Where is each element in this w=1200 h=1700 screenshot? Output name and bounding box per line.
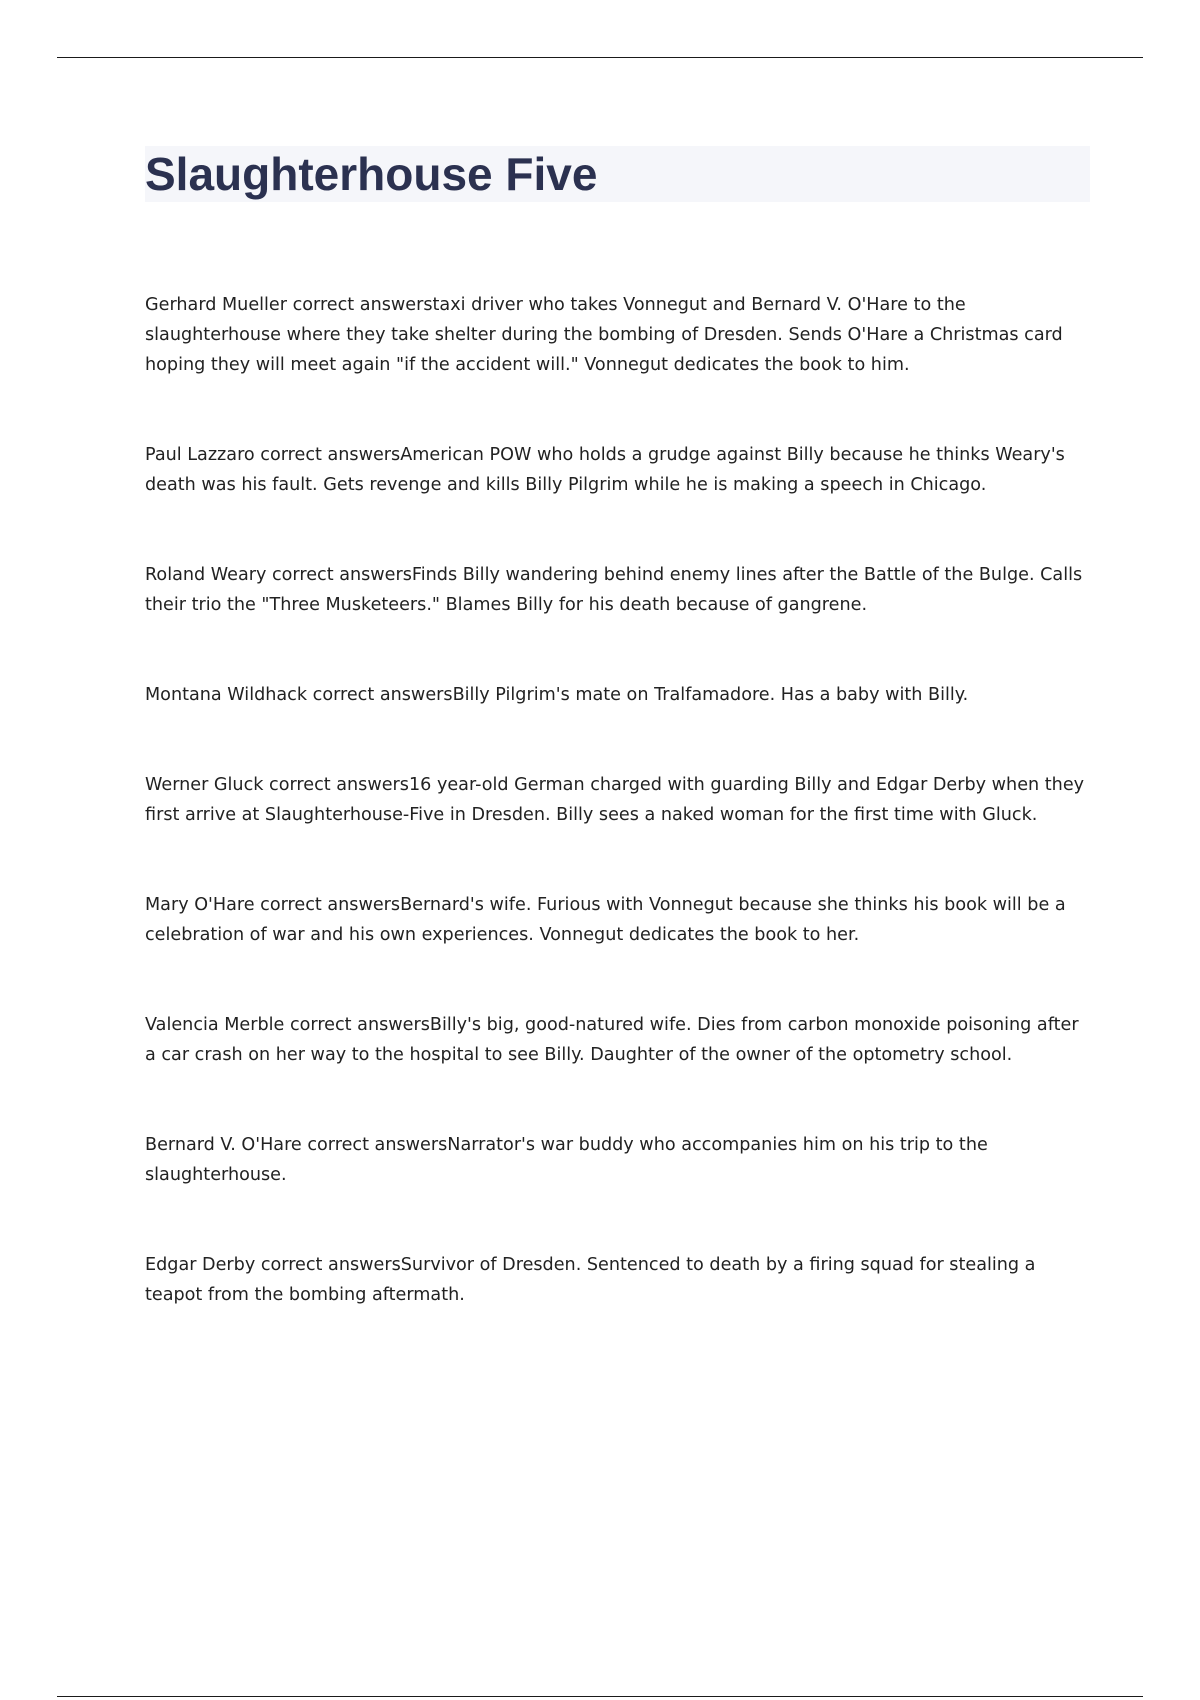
entry-answer-label: correct answers (260, 895, 401, 915)
entry-answer-label: correct answers (260, 445, 401, 465)
flashcard-list (145, 290, 1090, 1310)
entry-answer: 16 year-old German charged with guarding Billy and Edgar Derby when they first arrive at Slaughterhouse-Five in Dresden. Billy sees a naked woman for the first time with Gluck. (145, 775, 1085, 825)
flashcard-entry (145, 1010, 1090, 1070)
entry-answer-label: correct answers (307, 1135, 448, 1155)
bottom-rule (57, 1696, 1143, 1697)
entry-answer-label: correct answers (272, 565, 412, 585)
top-rule (57, 57, 1143, 58)
flashcard-entry (145, 560, 1090, 620)
flashcard-entry (145, 1250, 1090, 1310)
entry-term: Gerhard Mueller (145, 295, 287, 315)
entry-term: Valencia Merble (145, 1015, 285, 1035)
entry-answer: Survivor of Dresden. Sentenced to death by a firing squad for stealing a teapot from the bombing aftermath. (145, 1255, 1036, 1305)
page-title: Slaughterhouse Five (145, 148, 598, 200)
entry-answer: taxi driver who takes Vonnegut and Bernard V. O'Hare to the slaughterhouse where they take shelter during the bombing of Dresden. Sends O'Hare a Christmas card hoping they will meet again "if the accident will." Vonnegut dedicates the book to him. (145, 295, 1063, 375)
entry-answer-label: correct answers (260, 1255, 401, 1275)
entry-term: Montana Wildhack (145, 685, 308, 705)
flashcard-entry (145, 680, 1090, 710)
entry-answer-label: correct answers (312, 685, 453, 705)
flashcard-entry (145, 1130, 1090, 1190)
entry-term: Mary O'Hare (145, 895, 255, 915)
flashcard-entry (145, 890, 1090, 950)
flashcard-entry (145, 770, 1090, 830)
entry-answer-label: correct answers (269, 775, 409, 795)
entry-answer: Finds Billy wandering behind enemy lines after the Battle of the Bulge. Calls their trio the "Three Musketeers." Blames Billy for his death because of gangrene. (145, 565, 1083, 615)
entry-answer: American POW who holds a grudge against Billy because he thinks Weary's death was his fault. Gets revenge and kills Billy Pilgrim while he is making a speech in Chicago. (145, 445, 1065, 495)
entry-answer: Narrator's war buddy who accompanies him on his trip to the slaughterhouse. (145, 1135, 988, 1185)
entry-term: Edgar Derby (145, 1255, 256, 1275)
entry-answer: Billy's big, good-natured wife. Dies from carbon monoxide poisoning after a car crash on her way to the hospital to see Billy. Daughter of the owner of the optometry school. (145, 1015, 1079, 1065)
entry-term: Werner Gluck (145, 775, 264, 795)
entry-answer: Billy Pilgrim's mate on Tralfamadore. Has a baby with Billy. (452, 685, 969, 705)
entry-term: Roland Weary (145, 565, 267, 585)
flashcard-entry (145, 290, 1090, 380)
flashcard-entry (145, 440, 1090, 500)
entry-term: Bernard V. O'Hare (145, 1135, 302, 1155)
entry-answer: Bernard's wife. Furious with Vonnegut because she thinks his book will be a celebration of war and his own experiences. Vonnegut dedicates the book to her. (145, 895, 1066, 945)
entry-answer-label: correct answers (292, 295, 433, 315)
entry-answer-label: correct answers (289, 1015, 430, 1035)
entry-term: Paul Lazzaro (145, 445, 255, 465)
